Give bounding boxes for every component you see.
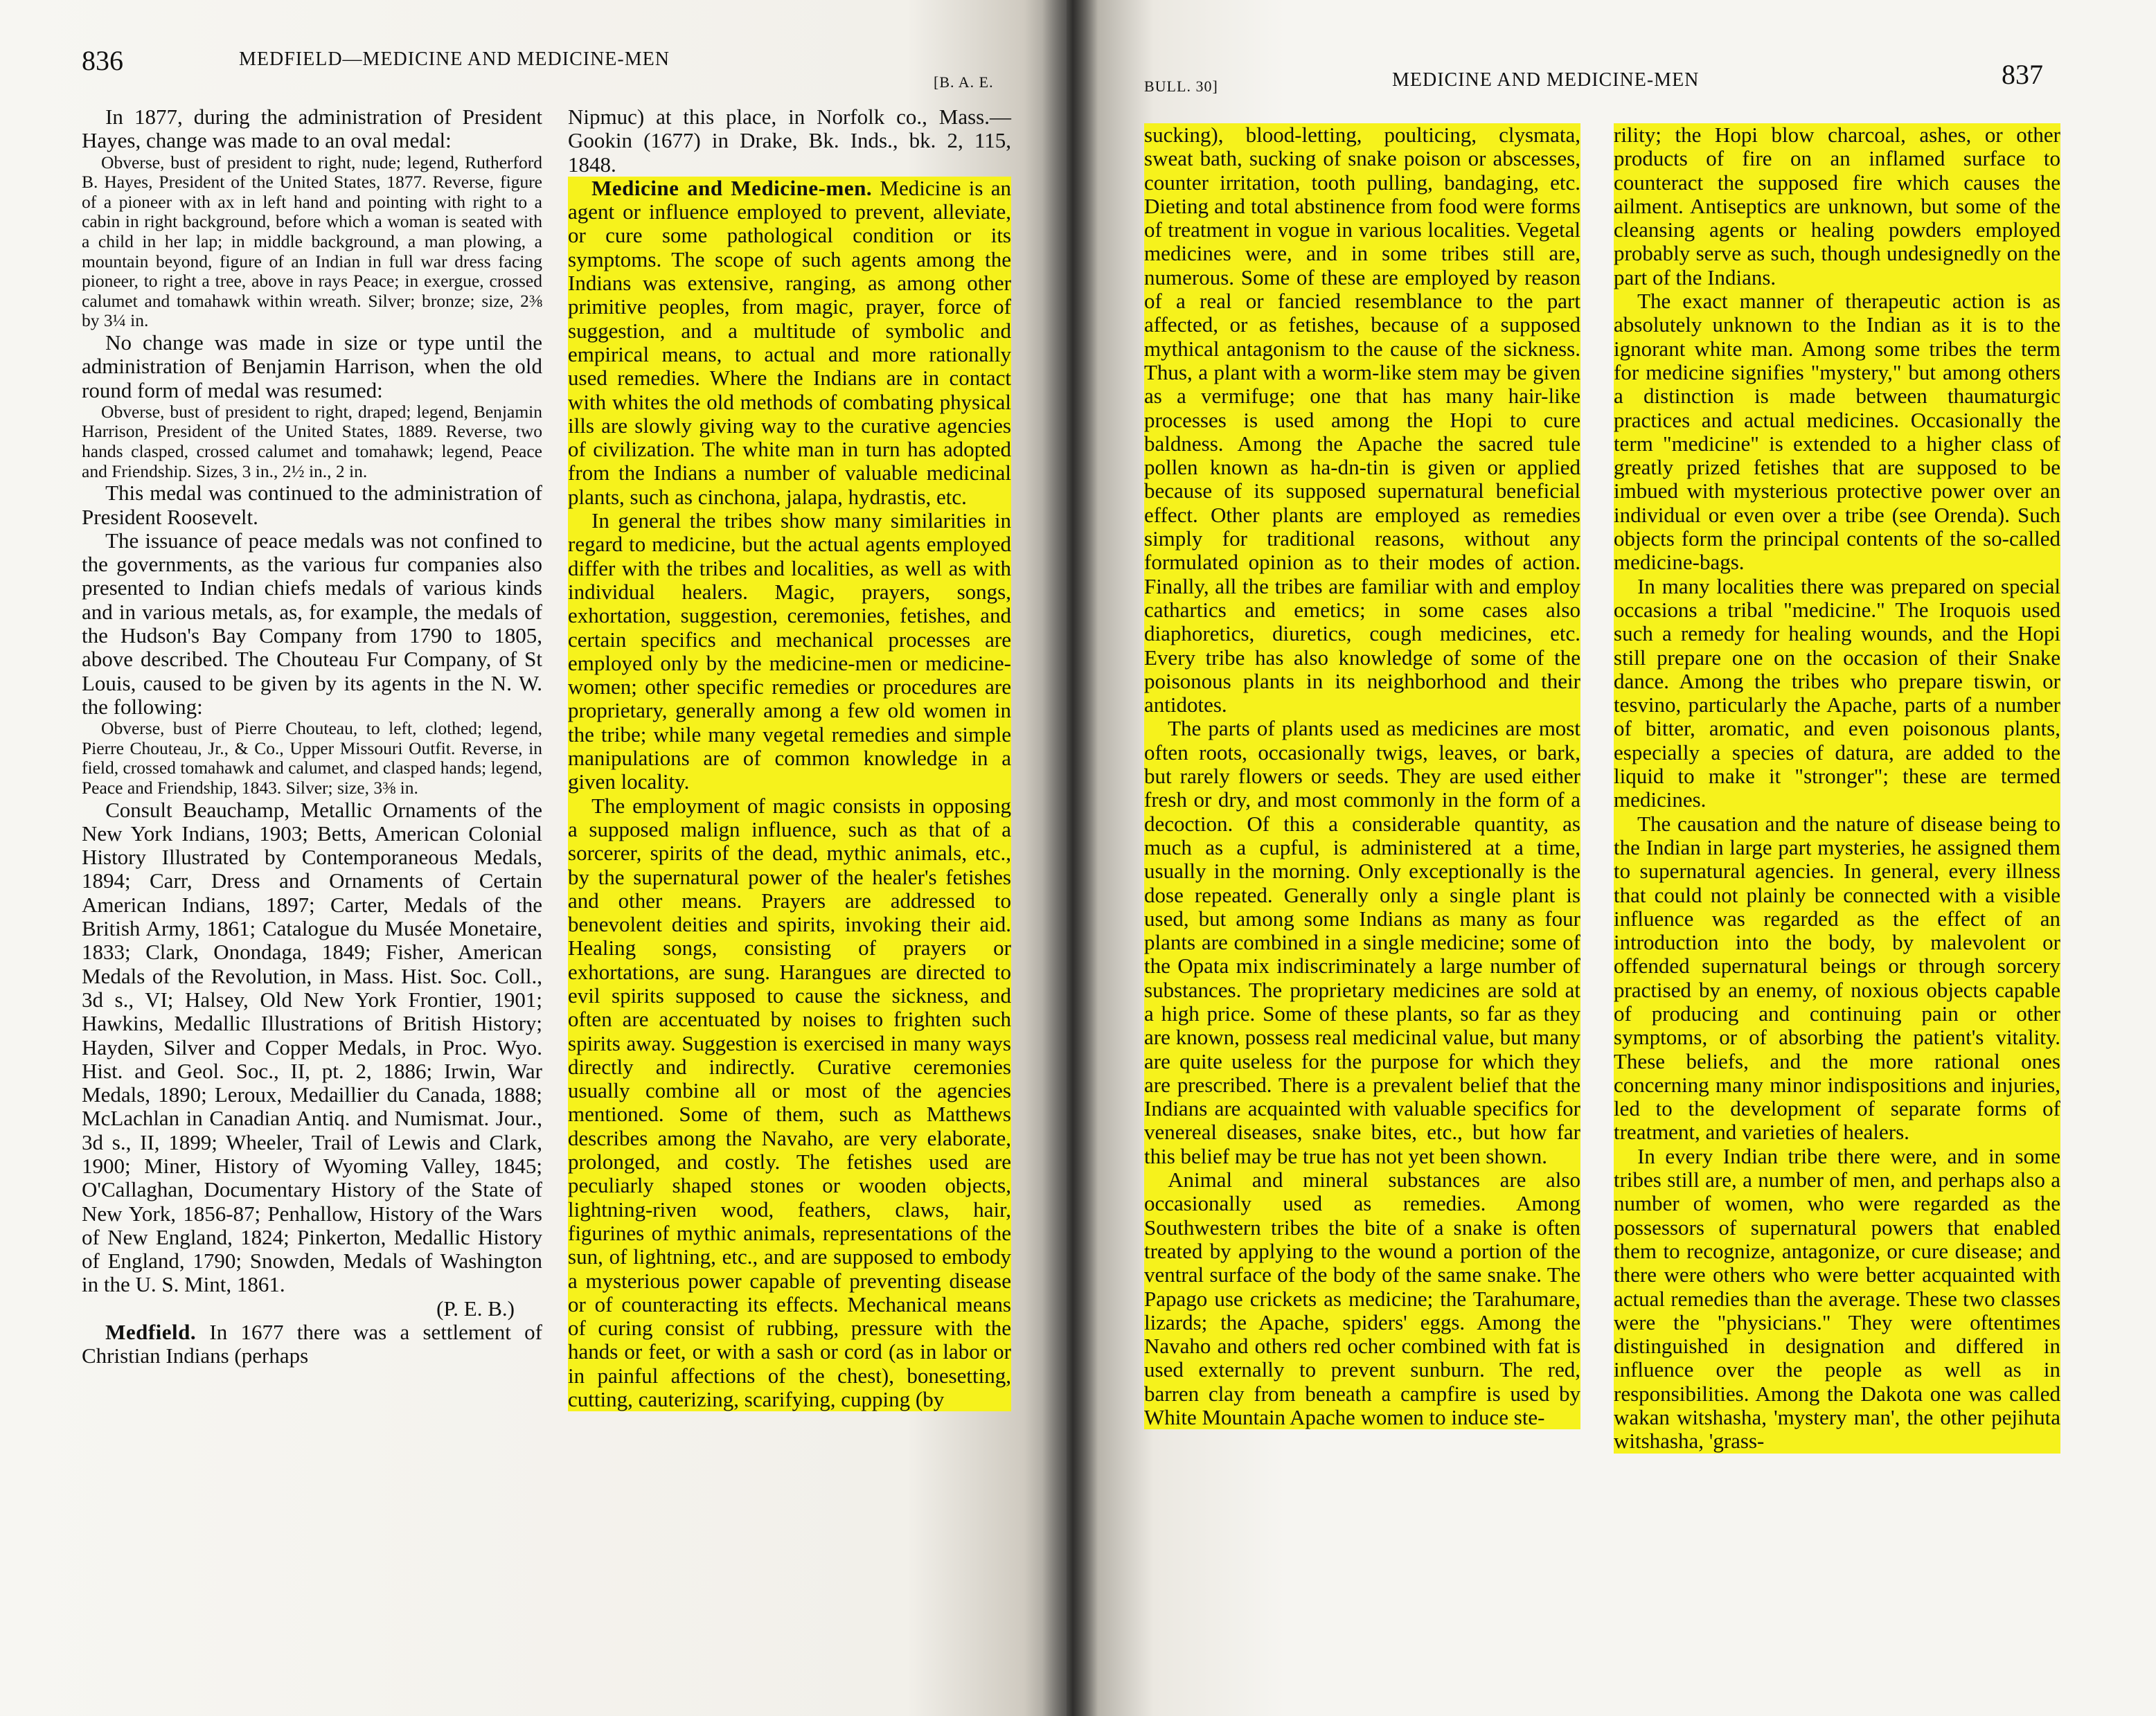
paragraph: No change was made in size or type until the administration of Benjamin Harrison, when the old round form of medal was resumed: — [82, 330, 542, 402]
paragraph: The causation and the nature of disease being to the Indian in large part mysteries, he assigned them to supernatural agencies. In general, every illness that could not plainly be connected with a visible influence was regarded as the effect of an introduction into the body, by malevolent or offended supernatural beings or through sorcery practised by an enemy, of noxious objects capable of producing and continuing pain or other symptoms, or of absorbing the patient's vitality. These beliefs, and the more rational ones concerning many minor indispositions and injuries, led to the development of separate forms of treatment, and varieties of healers. — [1614, 811, 2060, 1145]
running-head-right: MEDICINE AND MEDICINE-MEN — [1392, 69, 1700, 91]
medfield-entry — [82, 1321, 542, 1368]
bracket-right: BULL. 30] — [1144, 78, 1218, 95]
paragraph: In general the tribes show many similarities in regard to medicine, but the actual agents employed differ with the tribes and localities, as well as with individual healers. Magic, prayers, songs, exhortation, suggestion, ceremonies, fetishes, and certain specifics and mechanical processes are employed only by the medicine-men or medicine-women; other specific remedies or procedures are proprietary, generally among a few old women in the tribe; while many vegetal remedies and simple manipulations are of common knowledge in a given locality. — [568, 508, 1011, 794]
page-number-left: 836 — [82, 45, 123, 76]
book-gutter-shadow — [1042, 0, 1098, 1716]
medicine-entry — [568, 177, 1011, 509]
medal-description: Obverse, bust of president to right, draped; legend, Benjamin Harrison, President of the United States, 1889. Reverse, two hands clasped, crossed calumet and tomahawk; legend, Peace and Friendship. Sizes, 3 in., 2½ in., 2 in. — [82, 401, 542, 481]
entry-text: Medicine is an agent or influence employed to prevent, alleviate, or cure some pathological condition or its symptoms. The scope of such agents among the Indians was extensive, ranging, as among other primitive peoples, from magic, prayer, force of suggestion, and a multitude of symbolic and empirical means, to actual and more rationally used remedies. Where the Indians are in contact with whites the old methods of combating physical ills are slowly giving way to the curative agencies of civilization. The white man in turn has adopted from the Indians a number of valuable medicinal plants, such as cinchona, jalapa, hydrastis, etc. — [568, 175, 1012, 509]
highlighted-block — [568, 177, 1011, 1411]
author-signature: (P. E. B.) — [436, 1296, 515, 1321]
medal-description: Obverse, bust of Pierre Chouteau, to left, clothed; legend, Pierre Chouteau, Jr., & Co., Upper Missouri Outfit. Reverse, in field, crossed tomahawk and calumet, and clasped hands; legend, Peace and Friendship, 1843. Silver; size, 3⅜ in. — [82, 718, 542, 798]
running-head-left: MEDFIELD—MEDICINE AND MEDICINE-MEN — [239, 48, 670, 70]
medal-description: Obverse, bust of president to right, nude; legend, Rutherford B. Hayes, President of the United States, 1877. Reverse, figure of a pioneer with ax in left hand and pointing with right to a cabin in right background, before which a woman is seated with a child in her lap; in middle background, a man plowing, a mountain beyond, figure of an Indian in full war dress facing pioneer, to right a tree, above in rays Peace; in exergue, crossed calumet and tomahawk within wreath. Silver; bronze; size, 2⅜ by 3¼ in. — [82, 152, 542, 331]
paragraph: The employment of magic consists in opposing a supposed malign influence, such as that of a sorcerer, spirits of the dead, mythic animals, etc., by the supernatural power of the healer's fetishes and other means. Prayers are addressed to benevolent deities and spirits, invoking their aid. Healing songs, consisting of prayers or exhortations, are sung. Harangues are directed to evil spirits supposed to cause the sickness, and often are accentuated by noises to frighten such spirits away. Suggestion is exercised in many ways directly and indirectly. Curative ceremonies usually combine all or most of the agencies mentioned. Some of them, such as Matthews describes among the Navaho, are very elaborate, prolonged, and costly. The fetishes used are peculiarly shaped stones or wooden objects, lightning-riven wood, feathers, claws, hair, figurines of mythic animals, representations of the sun, of lightning, etc., and are supposed to embody a mysterious power capable of preventing disease or of counteracting its effects. Mechanical means of curing consist of rubbing, pressure with the hands or feet, or with a sash or cord (as in labor or in painful affections of the chest), bonesetting, cutting, cauterizing, scarifying, cupping (by — [568, 793, 1011, 1412]
paragraph: In every Indian tribe there were, and in some tribes still are, a number of men, and perhaps also a number of women, who were regarded as the possessors of supernatural powers that enabled them to recognize, antagonize, or cure disease; and there were others who were better acquainted with actual remedies than the average. These two classes were the "physicians." They were oftentimes distinguished in designation and differed in influence over the people as well as in responsibilities. Among the Dakota one was called wakan witshasha, 'mystery man', the other pejihuta witshasha, 'grass- — [1614, 1143, 2060, 1454]
paragraph: Animal and mineral substances are also occasionally used as remedies. Among Southwestern tribes the bite of a snake is often treated by applying to the wound a portion of the ventral surface of the body of the same snake. The Papago use crickets as medicine; the Tarahumare, lizards; the Apache, spiders' eggs. Among the Navaho and others red ocher combined with fat is used externally to prevent sunburn. The red, barren clay from beneath a campfire is used by White Mountain Apache women to induce ste- — [1144, 1168, 1580, 1430]
paragraph: In many localities there was prepared on special occasions a tribal "medicine." The Iroquois used such a remedy for healing wounds, and the Hopi still prepare one on the occasion of their Snake dance. Among the tribes who prepare tiswin, or tesvino, particularly the Apache, parts of a number of bitter, aromatic, and even poisonous plants, especially a species of datura, are added to the liquid to make it "stronger"; these are termed medicines. — [1614, 573, 2060, 812]
right-page-column-2 — [1614, 123, 2060, 1454]
paragraph: The exact manner of therapeutic action is as absolutely unknown to the Indian as it is to the ignorant white man. Among some tribes the term for medicine signifies "mystery," but among others a distinction is made between thaumaturgic practices and actual medicines. Occasionally the term "medicine" is extended to a higher class of greatly prized fetishes that are supposed to be imbued with mysterious protective power over an individual or even over a tribe (see Orenda). Such objects form the principal contents of the so-called medicine-bags. — [1614, 289, 2060, 575]
paragraph: The issuance of peace medals was not confined to the governments, as the various fur companies also presented to Indian chiefs medals of various kinds and in various metals, as, for example, the medals of the Hudson's Bay Company from 1790 to 1805, above described. The Chouteau Fur Company, of St Louis, caused to be given by its agents in the N. W. the following: — [82, 528, 542, 719]
left-page — [0, 0, 1067, 1716]
right-page-column-1 — [1144, 123, 1580, 1429]
entry-heading-medicine: Medicine and Medicine-men. — [591, 175, 873, 200]
bracket-left: [B. A. E. — [934, 73, 994, 91]
page-number-right: 837 — [2002, 59, 2043, 90]
bibliography: Consult Beauchamp, Metallic Ornaments of the New York Indians, 1903; Betts, American Colonial History Illustrated by Contemporaneous Medals, 1894; Carr, Dress and Ornaments of Certain American Indians, 1897; Carter, Medals of the British Army, 1861; Catalogue du Musée Monetaire, 1833; Clark, Onondaga, 1849; Fisher, American Medals of the Revolution, in Mass. Hist. Soc. Coll., 3d s., VI; Halsey, Old New York Frontier, 1901; Hawkins, Medallic Illustrations of British History; Hayden, Silver and Copper Medals, in Proc. Wyo. Hist. and Geol. Soc., II, pt. 2, 1886; Irwin, War Medals, 1890; Leroux, Medaillier du Canada, 1888; McLachlan in Canadian Antiq. and Numismat. Jour., 3d s., II, 1899; Wheeler, Trail of Lewis and Clark, 1900; Miner, History of Wyoming Valley, 1845; O'Callaghan, Documentary History of the State of New York, 1856-87; Penhallow, History of the Wars of New England, 1824; Pinkerton, Medallic History of England, 1790; Snowden, Medals of Washington in the U. S. Mint, 1861. — [82, 797, 542, 1297]
paragraph: In 1877, during the administration of President Hayes, change was made to an oval medal: — [82, 105, 542, 153]
paragraph: This medal was continued to the administration of President Roosevelt. — [82, 481, 542, 529]
right-page — [1067, 0, 2156, 1716]
paragraph: The parts of plants used as medicines are most often roots, occasionally twigs, leaves, or bark, but rarely flowers or seeds. They are used either fresh or dry, and most commonly in the form of a decoction. Of this a considerable quantity, as much as a cupful, is administered at a time, usually in the morning. Only exceptionally is the dose repeated. Generally only a single plant is used, but among some Indians as many as four plants are combined in a single medicine; some of the Opata mix indiscriminately a large number of substances. The proprietary medicines are sold at a high price. Some of these plants, so far as they are known, possess real medicinal value, but many are quite useless for the purpose for which they are prescribed. There is a prevalent belief that the Indians are acquainted with valuable specifics for venereal diseases, snake bites, etc., but how far this belief may be true has not yet been shown. — [1144, 716, 1580, 1168]
entry-heading-medfield: Medfield. — [105, 1320, 197, 1345]
entry-text: In 1677 there was a settlement of Christian Indians (perhaps — [82, 1320, 542, 1368]
paragraph: rility; the Hopi blow charcoal, ashes, or other products of fire on an inflamed surface to counteract the supposed fire which causes the ailment. Antiseptics are unknown, but some of the cleansing agents or healing powders employed probably serve as such, though undesignedly on the part of the Indians. — [1614, 123, 2060, 289]
paragraph: Nipmuc) at this place, in Norfolk co., Mass.—Gookin (1677) in Drake, Bk. Inds., bk. 2, 115, 1848. — [568, 105, 1011, 177]
left-page-column-1 — [82, 105, 542, 1368]
left-page-column-2 — [568, 105, 1011, 1411]
paragraph: sucking), blood-letting, poulticing, clysmata, sweat bath, sucking of snake poison or abscesses, counter irritation, tooth pulling, bandaging, etc. Dieting and total abstinence from food were forms of treatment in vogue in various localities. Vegetal medicines were, and in some tribes still are, numerous. Some of these are employed by reason of a real or fancied resemblance to the part affected, or as fetishes, because of a supposed mythical antagonism to the cause of the sickness. Thus, a plant with a worm-like stem may be given as a vermifuge; one that has many hair-like processes is used among the Hopi to cure baldness. Among the Apache the sacred tule pollen known as ha-dn-tin is given or applied because of its supposed supernatural beneficial effect. Other plants are employed as remedies simply for traditional reasons, without any formulated opinion as to their modes of action. Finally, all the tribes are familiar with and employ cathartics and emetics; in some cases also diaphoretics, diuretics, cough medicines, etc. Every tribe has also knowledge of some of the poisonous plants in its neighborhood and their antidotes. — [1144, 123, 1580, 717]
